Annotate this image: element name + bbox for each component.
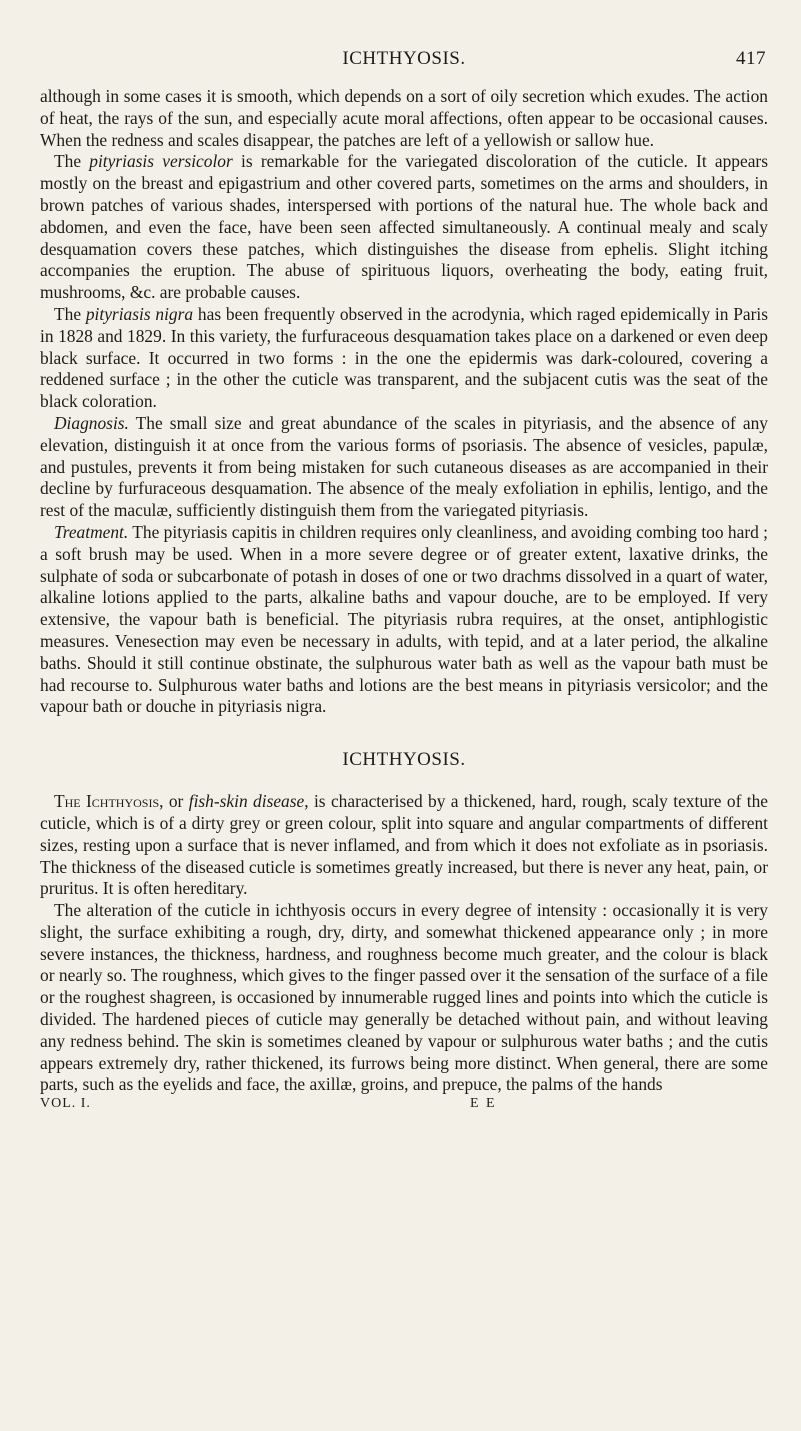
paragraph-ichthyosis-alteration bbox=[40, 900, 768, 1096]
page-footer bbox=[40, 1096, 768, 1118]
term-treatment: Treatment. bbox=[54, 521, 129, 542]
paragraph-text: The pityriasis capitis in children requires only cleanliness, and avoiding combing too hard ; a soft brush may be used. When in a more severe degree or of greater extent, laxative drinks, the sulphate of soda or subcarbonate of potash in doses of one or two drachms dissolved in a quart of water, alkaline lotions applied to the parts, alkaline baths and vapour douche, are to be employed. If very extensive, the vapour bath is beneficial. The pityriasis rubra requires, at the onset, antiphlogistic measures. Venesection may even be necessary in adults, with tepid, and at a later period, the alkaline baths. Should it still continue obstinate, the sulphurous water bath as well as the vapour bath must be had recourse to. Sulphurous water baths and lotions are the best means in pityriasis versicolor; and the vapour bath or douche in pityriasis nigra. bbox=[40, 521, 768, 717]
paragraph-lead: The bbox=[54, 151, 90, 172]
paragraph-text: has been frequently observed in the acrodynia, which raged epidemically in Paris in 1828 and 1829. In this variety, the furfuraceous desquamation takes place on a darkened or even deep black surface. It occurred in two forms : in the one the epidermis was dark-coloured, covering a reddened surface ; in the other the cuticle was transparent, and the subjacent cutis was the seat of the black coloration. bbox=[40, 303, 769, 412]
paragraph-text: is remarkable for the variegated discoloration of the cuticle. It appears mostly on the breast and epigastrium and other covered parts, sometimes on the arms and shoulders, in brown patches of various shades, interspersed with portions of the natural hue. The whole back and abdomen, and even the face, have been seen affected simultaneously. A continual mealy and scaly desquamation covers these patches, which distinguishes the disease from ephelis. Slight itching accompanies the eruption. The abuse of spirituous liquors, overheating the body, eating fruit, mushrooms, &c. are probable causes. bbox=[40, 151, 768, 303]
paragraph-ichthyosis-definition bbox=[40, 791, 768, 900]
paragraph-lead: The bbox=[54, 303, 86, 324]
running-title: ICHTHYOSIS. bbox=[342, 48, 466, 69]
section-heading-ichthyosis: ICHTHYOSIS. bbox=[342, 749, 466, 771]
paragraph-pityriasis-nigra bbox=[40, 304, 768, 413]
paragraph-text: The small size and great abundance of the scales in pityriasis, and the absence of any elevation, distinguish it at once from the various forms of psoriasis. The absence of vesicles, papulæ, and pustules, prevents it from being mistaken for such cutaneous diseases as are accompanied in their decline by furfuraceous desquamation. The absence of the mealy exfoliation in ephilis, lentigo, and the rest of the maculæ, sufficiently distinguish them from the variegated pityriasis. bbox=[40, 412, 768, 521]
signature-mark: E E bbox=[470, 1096, 497, 1112]
term-ichthyosis: The Ichthyosis, bbox=[54, 791, 164, 812]
paragraph-connector: or bbox=[163, 791, 189, 812]
volume-label: VOL. I. bbox=[40, 1096, 91, 1112]
paragraph-treatment bbox=[40, 522, 768, 718]
term-pityriasis-versicolor: pityriasis versicolor bbox=[89, 151, 233, 172]
term-fish-skin-disease: fish-skin disease bbox=[188, 791, 305, 812]
body-text bbox=[40, 86, 768, 1096]
paragraph-text: The alteration of the cuticle in ichthyosis occurs in every degree of intensity : occasionally it is very slight, the surface exhibiting a rough, dry, dirty, and somewhat thickened appearance only ; in more severe instances, the thickness, hardness, and roughness become much greater, and the colour is black or nearly so. The roughness, which gives to the finger passed over it the sensation of the surface of a file or the roughest shagreen, is occasioned by innumerable rugged lines and points into which the cuticle is divided. The hardened pieces of cuticle may generally be detached without pain, and without leaving any redness behind. The skin is sometimes cleaned by vapour or sulphurous water baths ; and the cutis appears extremely dry, rather thickened, its furrows being more distinct. When general, there are some parts, such as the eyelids and face, the axillæ, groins, and prepuce, the palms of the hands bbox=[40, 900, 768, 1095]
paragraph-pityriasis-versicolor bbox=[40, 151, 768, 304]
paragraph-scales-hue bbox=[40, 86, 768, 151]
paragraph-text: , is characterised by a thickened, hard, rough, scaly texture of the cuticle, which is of a dirty grey or green colour, split into square and angular compartments of different sizes, resting upon a surface that is never inflamed, and from which it does not exfoliate as in psoriasis. The thickness of the diseased cuticle is sometimes greatly increased, but there is never any heat, pain, or pruritus. It is often hereditary. bbox=[40, 791, 769, 899]
term-diagnosis: Diagnosis. bbox=[54, 412, 129, 433]
paragraph-text: although in some cases it is smooth, which depends on a sort of oily secretion which exudes. The action of heat, the rays of the sun, and especially acute moral affections, often appear to be occasional causes. When the redness and scales disappear, the patches are left of a yellowish or sallow hue. bbox=[40, 86, 768, 150]
page-header bbox=[40, 48, 768, 78]
term-pityriasis-nigra: pityriasis nigra bbox=[85, 303, 194, 324]
page-number: 417 bbox=[736, 48, 766, 69]
paragraph-diagnosis bbox=[40, 413, 768, 522]
